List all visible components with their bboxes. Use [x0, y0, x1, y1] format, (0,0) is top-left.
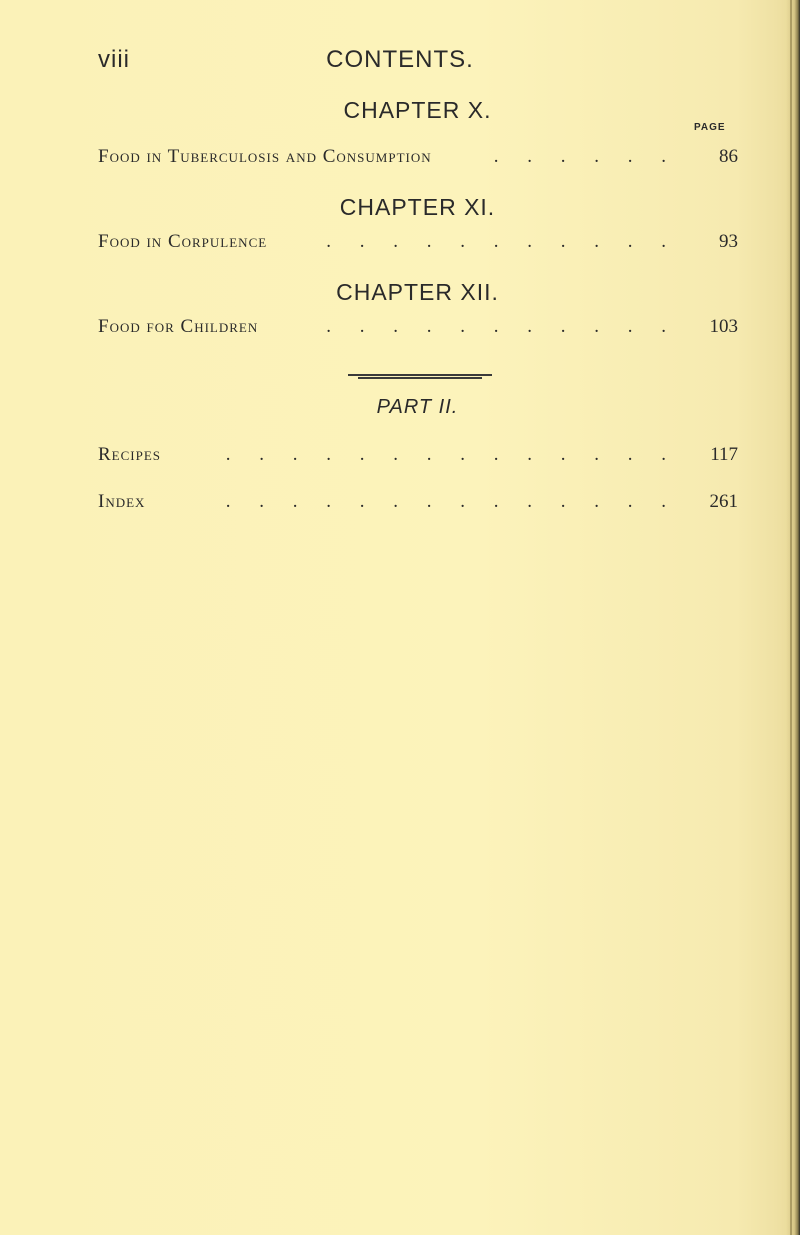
toc-leader-dots: . . . . . . . . . . . — [326, 316, 678, 337]
toc-page-number: 117 — [710, 444, 738, 465]
toc-leader-dots: . . . . . . . . . . . — [326, 231, 678, 252]
running-head: CONTENTS. — [326, 46, 474, 73]
toc-entry — [98, 146, 738, 170]
toc-entry-title: Recipes — [98, 444, 162, 465]
page-number: viii — [98, 46, 130, 73]
part-heading: PART II. — [376, 396, 459, 418]
toc-page-number: 103 — [709, 316, 738, 337]
chapter-heading: CHAPTER XII. — [336, 279, 499, 305]
toc-entry — [98, 491, 738, 515]
section-divider — [348, 374, 492, 380]
toc-leader-dots: . . . . . . . . . . . . . . — [225, 491, 678, 512]
toc-page-number: 86 — [719, 146, 738, 167]
toc-entry-title: Food in Tuberculosis and Consumption — [98, 146, 432, 167]
toc-entry — [98, 231, 738, 255]
toc-entry-title: Food in Corpulence — [98, 231, 268, 252]
chapter-heading: CHAPTER XI. — [339, 194, 496, 220]
toc-entry — [98, 316, 738, 340]
chapter-heading: CHAPTER X. — [343, 97, 492, 123]
toc-page-number: 93 — [719, 231, 738, 252]
page-column-label: PAGE — [694, 122, 726, 133]
page-edge-shadow — [786, 0, 800, 1235]
toc-page-number: 261 — [709, 491, 738, 512]
toc-leader-dots: . . . . . . — [493, 146, 678, 167]
page-edge-line — [790, 0, 792, 1235]
toc-entry-title: Index — [98, 491, 146, 512]
toc-entry-title: Food for Children — [98, 316, 259, 337]
toc-leader-dots: . . . . . . . . . . . . . . — [225, 444, 678, 465]
toc-entry — [98, 444, 738, 468]
